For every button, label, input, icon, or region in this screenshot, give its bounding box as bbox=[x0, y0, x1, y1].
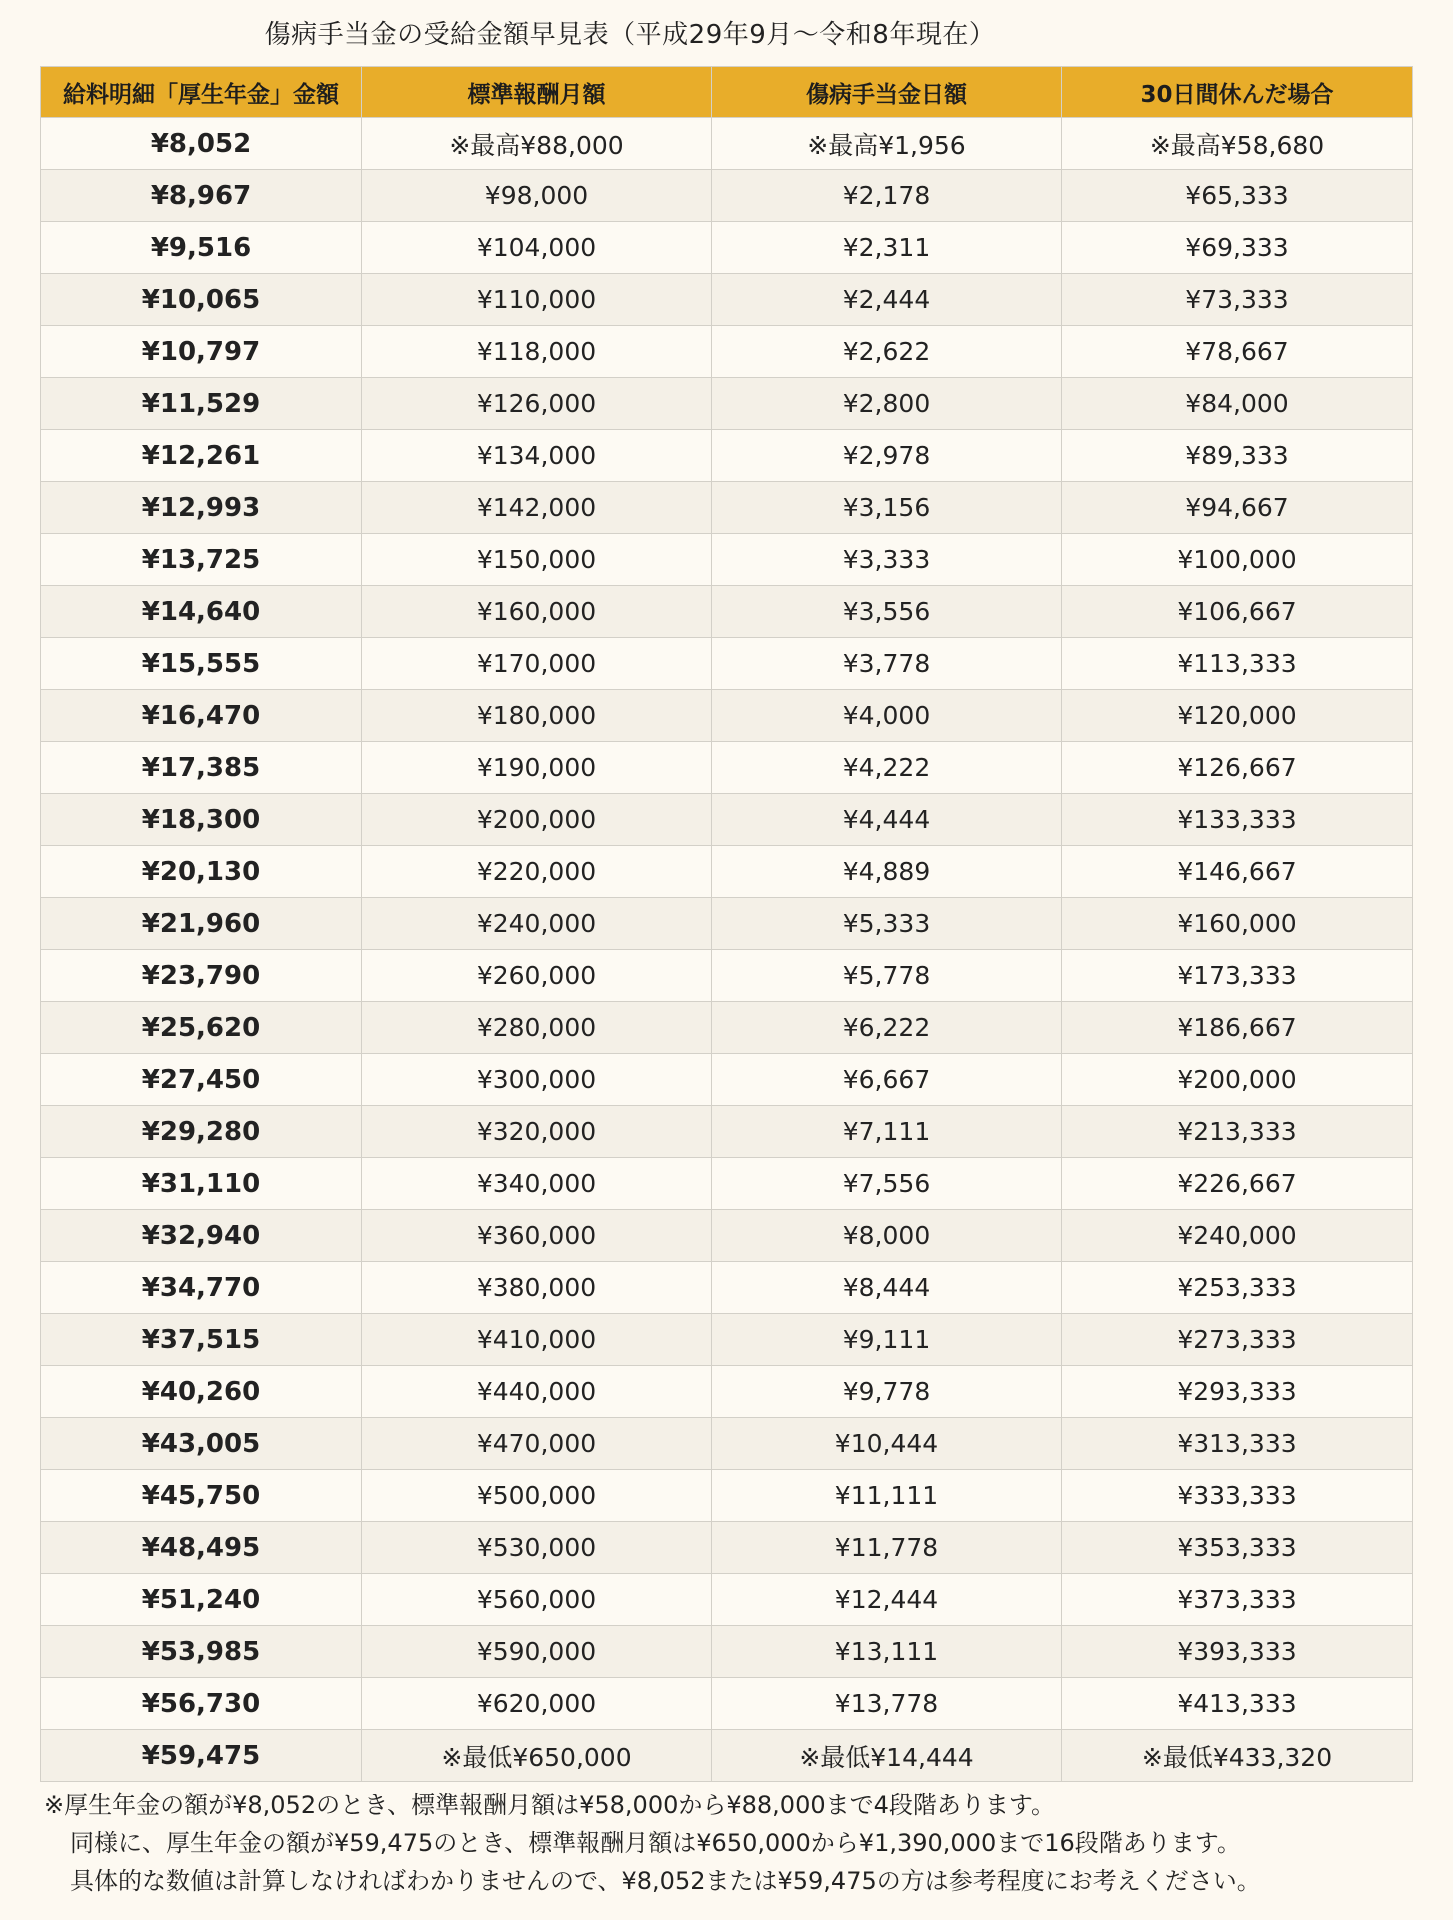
cell-daily-allowance: ¥6,222 bbox=[712, 1002, 1062, 1054]
table-row bbox=[41, 794, 1413, 846]
cell-pension-amount: ¥14,640 bbox=[41, 586, 362, 638]
cell-pension-amount: ¥21,960 bbox=[41, 898, 362, 950]
cell-30-day-amount: ¥353,333 bbox=[1062, 1522, 1413, 1574]
cell-standard-monthly-pay: ¥620,000 bbox=[362, 1678, 712, 1730]
cell-standard-monthly-pay: ¥134,000 bbox=[362, 430, 712, 482]
table-row bbox=[41, 1730, 1413, 1782]
table-row bbox=[41, 1470, 1413, 1522]
cell-30-day-amount: ¥186,667 bbox=[1062, 1002, 1413, 1054]
cell-pension-amount: ¥17,385 bbox=[41, 742, 362, 794]
cell-30-day-amount: ¥226,667 bbox=[1062, 1158, 1413, 1210]
cell-daily-allowance: ¥7,111 bbox=[712, 1106, 1062, 1158]
cell-30-day-amount: ¥333,333 bbox=[1062, 1470, 1413, 1522]
cell-daily-allowance: ¥4,889 bbox=[712, 846, 1062, 898]
cell-30-day-amount: ¥84,000 bbox=[1062, 378, 1413, 430]
header-standard-monthly-pay: 標準報酬月額 bbox=[362, 67, 712, 118]
cell-30-day-amount: ¥94,667 bbox=[1062, 482, 1413, 534]
cell-standard-monthly-pay: ¥104,000 bbox=[362, 222, 712, 274]
table-row bbox=[41, 1678, 1413, 1730]
cell-daily-allowance: ¥4,444 bbox=[712, 794, 1062, 846]
cell-daily-allowance: ¥5,333 bbox=[712, 898, 1062, 950]
table-row bbox=[41, 326, 1413, 378]
cell-standard-monthly-pay: ¥560,000 bbox=[362, 1574, 712, 1626]
header-30-day-amount: 30日間休んだ場合 bbox=[1062, 67, 1413, 118]
cell-daily-allowance: ¥4,222 bbox=[712, 742, 1062, 794]
cell-standard-monthly-pay: ※最低¥650,000 bbox=[362, 1730, 712, 1782]
table-row bbox=[41, 1574, 1413, 1626]
table-row bbox=[41, 1366, 1413, 1418]
cell-pension-amount: ¥32,940 bbox=[41, 1210, 362, 1262]
cell-30-day-amount: ¥146,667 bbox=[1062, 846, 1413, 898]
table-row bbox=[41, 950, 1413, 1002]
cell-30-day-amount: ¥313,333 bbox=[1062, 1418, 1413, 1470]
cell-standard-monthly-pay: ¥440,000 bbox=[362, 1366, 712, 1418]
table-row bbox=[41, 222, 1413, 274]
cell-daily-allowance: ¥2,444 bbox=[712, 274, 1062, 326]
cell-pension-amount: ¥10,797 bbox=[41, 326, 362, 378]
cell-daily-allowance: ¥9,111 bbox=[712, 1314, 1062, 1366]
table-row bbox=[41, 378, 1413, 430]
table-row bbox=[41, 482, 1413, 534]
cell-30-day-amount: ¥78,667 bbox=[1062, 326, 1413, 378]
table-row bbox=[41, 846, 1413, 898]
cell-pension-amount: ¥45,750 bbox=[41, 1470, 362, 1522]
cell-standard-monthly-pay: ¥500,000 bbox=[362, 1470, 712, 1522]
cell-pension-amount: ¥8,967 bbox=[41, 170, 362, 222]
cell-pension-amount: ¥12,261 bbox=[41, 430, 362, 482]
cell-30-day-amount: ※最低¥433,320 bbox=[1062, 1730, 1413, 1782]
cell-30-day-amount: ¥200,000 bbox=[1062, 1054, 1413, 1106]
cell-pension-amount: ¥53,985 bbox=[41, 1626, 362, 1678]
cell-daily-allowance: ¥12,444 bbox=[712, 1574, 1062, 1626]
table-row bbox=[41, 1522, 1413, 1574]
cell-pension-amount: ¥37,515 bbox=[41, 1314, 362, 1366]
cell-standard-monthly-pay: ¥150,000 bbox=[362, 534, 712, 586]
table-row bbox=[41, 898, 1413, 950]
cell-standard-monthly-pay: ¥300,000 bbox=[362, 1054, 712, 1106]
cell-standard-monthly-pay: ¥220,000 bbox=[362, 846, 712, 898]
cell-pension-amount: ¥40,260 bbox=[41, 1366, 362, 1418]
cell-daily-allowance: ※最高¥1,956 bbox=[712, 118, 1062, 170]
footnote-line: 同様に、厚生年金の額が¥59,475のとき、標準報酬月額は¥650,000から¥1,390,000まで16段階あります。 bbox=[70, 1829, 1241, 1857]
cell-daily-allowance: ¥4,000 bbox=[712, 690, 1062, 742]
cell-standard-monthly-pay: ¥590,000 bbox=[362, 1626, 712, 1678]
cell-pension-amount: ¥31,110 bbox=[41, 1158, 362, 1210]
footnote-line: 具体的な数値は計算しなければわかりませんので、¥8,052または¥59,475の方は参考程度にお考えください。 bbox=[70, 1867, 1261, 1895]
table-row bbox=[41, 1626, 1413, 1678]
cell-daily-allowance: ¥3,333 bbox=[712, 534, 1062, 586]
cell-30-day-amount: ¥293,333 bbox=[1062, 1366, 1413, 1418]
table-row bbox=[41, 170, 1413, 222]
cell-standard-monthly-pay: ¥280,000 bbox=[362, 1002, 712, 1054]
cell-standard-monthly-pay: ¥110,000 bbox=[362, 274, 712, 326]
cell-daily-allowance: ¥11,111 bbox=[712, 1470, 1062, 1522]
cell-standard-monthly-pay: ¥160,000 bbox=[362, 586, 712, 638]
table-row bbox=[41, 1054, 1413, 1106]
cell-pension-amount: ¥25,620 bbox=[41, 1002, 362, 1054]
cell-30-day-amount: ※最高¥58,680 bbox=[1062, 118, 1413, 170]
cell-pension-amount: ¥59,475 bbox=[41, 1730, 362, 1782]
cell-pension-amount: ¥8,052 bbox=[41, 118, 362, 170]
table-body bbox=[41, 118, 1413, 1782]
cell-daily-allowance: ¥6,667 bbox=[712, 1054, 1062, 1106]
cell-standard-monthly-pay: ¥240,000 bbox=[362, 898, 712, 950]
cell-pension-amount: ¥12,993 bbox=[41, 482, 362, 534]
cell-30-day-amount: ¥69,333 bbox=[1062, 222, 1413, 274]
table-row bbox=[41, 742, 1413, 794]
cell-standard-monthly-pay: ¥260,000 bbox=[362, 950, 712, 1002]
cell-standard-monthly-pay: ¥530,000 bbox=[362, 1522, 712, 1574]
table-row bbox=[41, 1262, 1413, 1314]
cell-daily-allowance: ¥8,000 bbox=[712, 1210, 1062, 1262]
cell-daily-allowance: ¥2,622 bbox=[712, 326, 1062, 378]
cell-30-day-amount: ¥373,333 bbox=[1062, 1574, 1413, 1626]
page-title: 傷病手当金の受給金額早見表（平成29年9月〜令和8年現在） bbox=[264, 20, 996, 50]
cell-daily-allowance: ¥2,178 bbox=[712, 170, 1062, 222]
cell-pension-amount: ¥9,516 bbox=[41, 222, 362, 274]
table-header-row bbox=[41, 67, 1413, 118]
cell-daily-allowance: ¥9,778 bbox=[712, 1366, 1062, 1418]
table-row bbox=[41, 1418, 1413, 1470]
cell-30-day-amount: ¥273,333 bbox=[1062, 1314, 1413, 1366]
cell-30-day-amount: ¥100,000 bbox=[1062, 534, 1413, 586]
table-row bbox=[41, 1002, 1413, 1054]
cell-pension-amount: ¥20,130 bbox=[41, 846, 362, 898]
cell-30-day-amount: ¥120,000 bbox=[1062, 690, 1413, 742]
cell-30-day-amount: ¥240,000 bbox=[1062, 1210, 1413, 1262]
cell-standard-monthly-pay: ¥142,000 bbox=[362, 482, 712, 534]
cell-daily-allowance: ¥2,978 bbox=[712, 430, 1062, 482]
footnote-line: ※厚生年金の額が¥8,052のとき、標準報酬月額は¥58,000から¥88,000まで4段階あります。 bbox=[44, 1791, 1055, 1819]
cell-daily-allowance: ¥5,778 bbox=[712, 950, 1062, 1002]
cell-pension-amount: ¥34,770 bbox=[41, 1262, 362, 1314]
cell-standard-monthly-pay: ¥410,000 bbox=[362, 1314, 712, 1366]
cell-30-day-amount: ¥253,333 bbox=[1062, 1262, 1413, 1314]
cell-daily-allowance: ¥11,778 bbox=[712, 1522, 1062, 1574]
cell-standard-monthly-pay: ¥200,000 bbox=[362, 794, 712, 846]
cell-30-day-amount: ¥213,333 bbox=[1062, 1106, 1413, 1158]
cell-30-day-amount: ¥133,333 bbox=[1062, 794, 1413, 846]
cell-pension-amount: ¥15,555 bbox=[41, 638, 362, 690]
table-row bbox=[41, 586, 1413, 638]
cell-pension-amount: ¥23,790 bbox=[41, 950, 362, 1002]
cell-standard-monthly-pay: ¥320,000 bbox=[362, 1106, 712, 1158]
cell-pension-amount: ¥43,005 bbox=[41, 1418, 362, 1470]
table-row bbox=[41, 430, 1413, 482]
table-row bbox=[41, 1210, 1413, 1262]
cell-30-day-amount: ¥89,333 bbox=[1062, 430, 1413, 482]
cell-daily-allowance: ¥13,111 bbox=[712, 1626, 1062, 1678]
cell-30-day-amount: ¥173,333 bbox=[1062, 950, 1413, 1002]
cell-standard-monthly-pay: ¥340,000 bbox=[362, 1158, 712, 1210]
cell-daily-allowance: ¥2,311 bbox=[712, 222, 1062, 274]
cell-pension-amount: ¥29,280 bbox=[41, 1106, 362, 1158]
benefit-table bbox=[40, 66, 1413, 1782]
cell-daily-allowance: ¥3,156 bbox=[712, 482, 1062, 534]
table-row bbox=[41, 1314, 1413, 1366]
table-row bbox=[41, 118, 1413, 170]
header-pension-amount: 給料明細「厚生年金」金額 bbox=[41, 67, 362, 118]
cell-standard-monthly-pay: ¥170,000 bbox=[362, 638, 712, 690]
cell-daily-allowance: ※最低¥14,444 bbox=[712, 1730, 1062, 1782]
cell-pension-amount: ¥27,450 bbox=[41, 1054, 362, 1106]
cell-daily-allowance: ¥7,556 bbox=[712, 1158, 1062, 1210]
cell-standard-monthly-pay: ¥190,000 bbox=[362, 742, 712, 794]
table-row bbox=[41, 274, 1413, 326]
cell-30-day-amount: ¥160,000 bbox=[1062, 898, 1413, 950]
cell-pension-amount: ¥13,725 bbox=[41, 534, 362, 586]
cell-30-day-amount: ¥393,333 bbox=[1062, 1626, 1413, 1678]
cell-daily-allowance: ¥3,556 bbox=[712, 586, 1062, 638]
table-row bbox=[41, 1158, 1413, 1210]
cell-daily-allowance: ¥10,444 bbox=[712, 1418, 1062, 1470]
cell-standard-monthly-pay: ※最高¥88,000 bbox=[362, 118, 712, 170]
table-row bbox=[41, 1106, 1413, 1158]
cell-standard-monthly-pay: ¥126,000 bbox=[362, 378, 712, 430]
header-daily-allowance: 傷病手当金日額 bbox=[712, 67, 1062, 118]
cell-standard-monthly-pay: ¥470,000 bbox=[362, 1418, 712, 1470]
cell-daily-allowance: ¥3,778 bbox=[712, 638, 1062, 690]
cell-daily-allowance: ¥13,778 bbox=[712, 1678, 1062, 1730]
cell-pension-amount: ¥48,495 bbox=[41, 1522, 362, 1574]
cell-30-day-amount: ¥413,333 bbox=[1062, 1678, 1413, 1730]
cell-standard-monthly-pay: ¥118,000 bbox=[362, 326, 712, 378]
cell-pension-amount: ¥16,470 bbox=[41, 690, 362, 742]
cell-pension-amount: ¥56,730 bbox=[41, 1678, 362, 1730]
table-row bbox=[41, 638, 1413, 690]
cell-30-day-amount: ¥65,333 bbox=[1062, 170, 1413, 222]
table-row bbox=[41, 690, 1413, 742]
cell-standard-monthly-pay: ¥380,000 bbox=[362, 1262, 712, 1314]
cell-pension-amount: ¥51,240 bbox=[41, 1574, 362, 1626]
footnotes bbox=[44, 1786, 1434, 1900]
cell-30-day-amount: ¥73,333 bbox=[1062, 274, 1413, 326]
cell-pension-amount: ¥11,529 bbox=[41, 378, 362, 430]
cell-daily-allowance: ¥8,444 bbox=[712, 1262, 1062, 1314]
cell-30-day-amount: ¥113,333 bbox=[1062, 638, 1413, 690]
cell-standard-monthly-pay: ¥360,000 bbox=[362, 1210, 712, 1262]
cell-30-day-amount: ¥126,667 bbox=[1062, 742, 1413, 794]
cell-standard-monthly-pay: ¥98,000 bbox=[362, 170, 712, 222]
table-row bbox=[41, 534, 1413, 586]
cell-standard-monthly-pay: ¥180,000 bbox=[362, 690, 712, 742]
cell-30-day-amount: ¥106,667 bbox=[1062, 586, 1413, 638]
cell-pension-amount: ¥10,065 bbox=[41, 274, 362, 326]
cell-daily-allowance: ¥2,800 bbox=[712, 378, 1062, 430]
cell-pension-amount: ¥18,300 bbox=[41, 794, 362, 846]
